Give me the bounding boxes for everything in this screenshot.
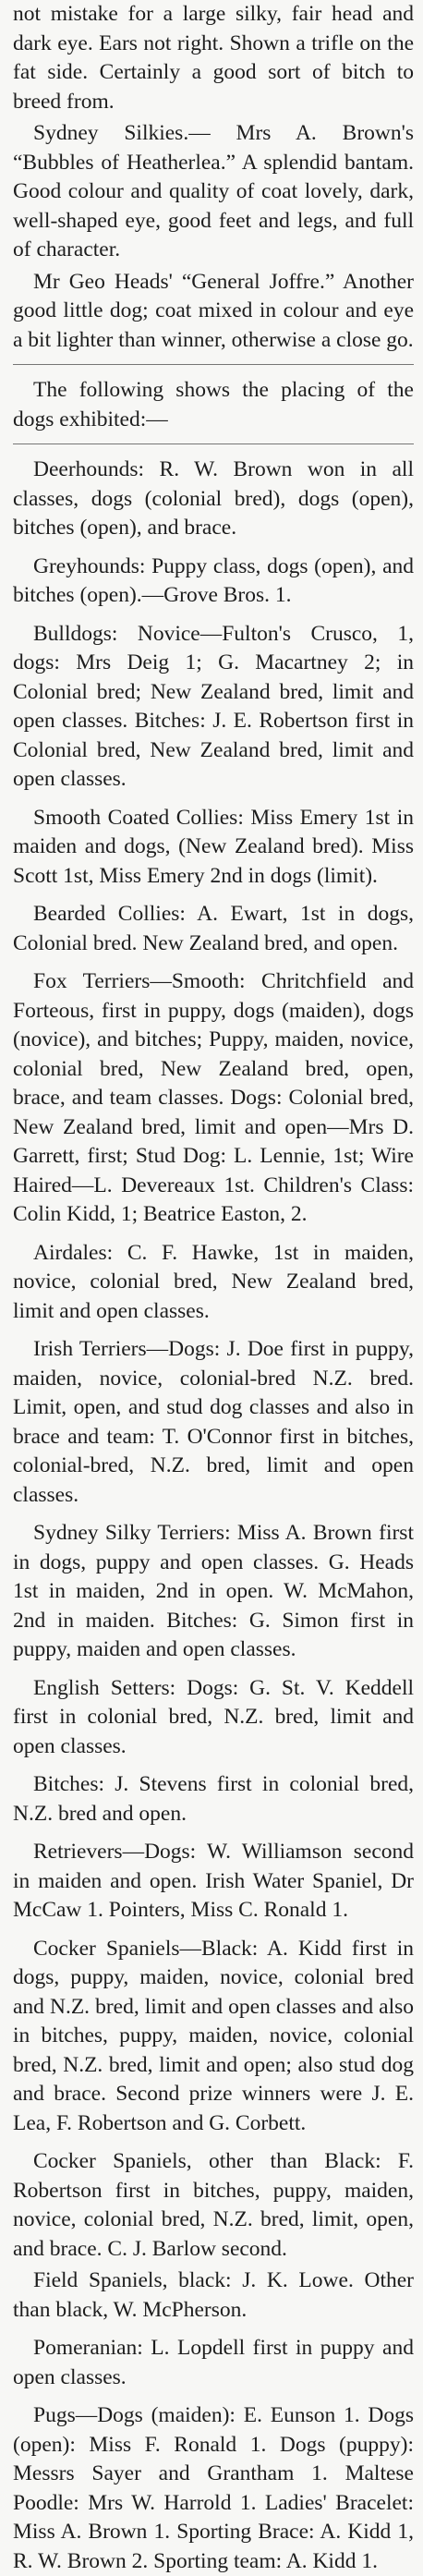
paragraph-placings-intro: The following shows the placing of the dogs exhibited:— xyxy=(13,378,414,431)
paragraph-intro: not mistake for a large silky, fair head and dark eye. Ears not right. Shown a trifle on the fat side. Certainly a good sort of bitch to breed from. xyxy=(13,2,414,114)
paragraph-irish-terriers: Irish Terriers—Dogs: J. Doe first in puppy, maiden, novice, colonial-bred N.Z. bred. Limit, open, and stud dog classes and also in brace and team: T. O'Connor first in bitches, colonial-bred, N.Z. bred, limit and open classes. xyxy=(13,1337,414,1507)
paragraph-general-joffre: Mr Geo Heads' “General Joffre.” Another good little dog; coat mixed in colour and eye a bit lighter than winner, otherwise a close go. xyxy=(13,269,414,352)
paragraph-bulldogs: Bulldogs: Novice—Fulton's Crusco, 1, dogs: Mrs Deig 1; G. Macartney 2; in Colonial bred; New Zealand bred, limit and open classes. Bitches: J. E. Robertson first in Colonial bred, New Zealand bred, limit and open classes. xyxy=(13,621,414,791)
paragraph-deerhounds: Deerhounds: R. W. Brown won in all classes, dogs (colonial bred), dogs (open), bitches (open), and brace. xyxy=(13,457,414,540)
paragraph-english-setters: English Setters: Dogs: G. St. V. Keddell first in colonial bred, N.Z. bred, limit and open classes. xyxy=(13,1675,414,1758)
paragraph-pomeranian: Pomeranian: L. Lopdell first in puppy and open classes. xyxy=(13,2336,414,2389)
paragraph-bearded-collies: Bearded Collies: A. Ewart, 1st in dogs, Colonial bred. New Zealand bred, and open. xyxy=(13,902,414,955)
paragraph-fox-terriers: Fox Terriers—Smooth: Chritchfield and Forteous, first in puppy, dogs (maiden), dogs (novice), and bitches; Puppy, maiden, novice, colonial bred, New Zealand bred, open, brace, and team classes. Dogs: Colonial bred, New Zealand bred, limit and open—Mrs D. Garrett, first; Stud Dog: L. Lennie, 1st; Wire Haired—L. Devereaux 1st. Children's Class: Colin Kidd, 1; Beatrice Easton, 2. xyxy=(13,969,414,1226)
paragraph-sydney-silkies: Sydney Silkies.— Mrs A. Brown's “Bubbles of Heatherlea.” A splendid bantam. Good colour and quality of coat lovely, dark, well-shaped eye, good feet and legs, and full of character. xyxy=(13,121,414,261)
paragraph-pugs: Pugs—Dogs (maiden): E. Eunson 1. Dogs (open): Miss F. Ronald 1. Dogs (puppy): Messrs Sayer and Grantham 1. Maltese Poodle: Mrs W. Harrold 1. Ladies' Bracelet: Miss A. Brown 1. Sporting Brace: A. Kidd 1, R. W. Brown 2. Sporting team: A. Kidd 1. xyxy=(13,2403,414,2573)
section-divider xyxy=(13,364,414,365)
paragraph-field-spaniels: Field Spaniels, black: J. K. Lowe. Other than black, W. McPherson. xyxy=(13,2268,414,2322)
paragraph-sydney-silky-terriers: Sydney Silky Terriers: Miss A. Brown first in dogs, puppy and open classes. G. Heads 1st in maiden, 2nd in open. W. McMahon, 2nd in maiden. Bitches: G. Simon first in puppy, maiden and open classes. xyxy=(13,1521,414,1661)
paragraph-airdales: Airdales: C. F. Hawke, 1st in maiden, novice, colonial bred, New Zealand bred, limit and open classes. xyxy=(13,1240,414,1323)
paragraph-bitches: Bitches: J. Stevens first in colonial bred, N.Z. bred and open. xyxy=(13,1772,414,1826)
paragraph-cocker-spaniels-black: Cocker Spaniels—Black: A. Kidd first in dogs, puppy, maiden, novice, colonial bred and N.Z. bred, limit and open classes and also in bitches, puppy, maiden, novice, colonial bred, N.Z. bred, limit and open; also stud dog and brace. Second prize winners were J. E. Lea, F. Robertson and G. Corbett. xyxy=(13,1936,414,2135)
paragraph-greyhounds: Greyhounds: Puppy class, dogs (open), and bitches (open).—Grove Bros. 1. xyxy=(13,553,414,607)
paragraph-smooth-collies: Smooth Coated Collies: Miss Emery 1st in maiden and dogs, (New Zealand bred). Miss Scott 1st, Miss Emery 2nd in dogs (limit). xyxy=(13,805,414,888)
paragraph-retrievers: Retrievers—Dogs: W. Williamson second in maiden and open. Irish Water Spaniel, Dr McCaw 1. Pointers, Miss C. Ronald 1. xyxy=(13,1840,414,1922)
paragraph-cocker-spaniels-other: Cocker Spaniels, other than Black: F. Robertson first in bitches, puppy, maiden, novice, colonial bred, N.Z. bred, limit, open, and brace. C. J. Barlow second. xyxy=(13,2149,414,2261)
